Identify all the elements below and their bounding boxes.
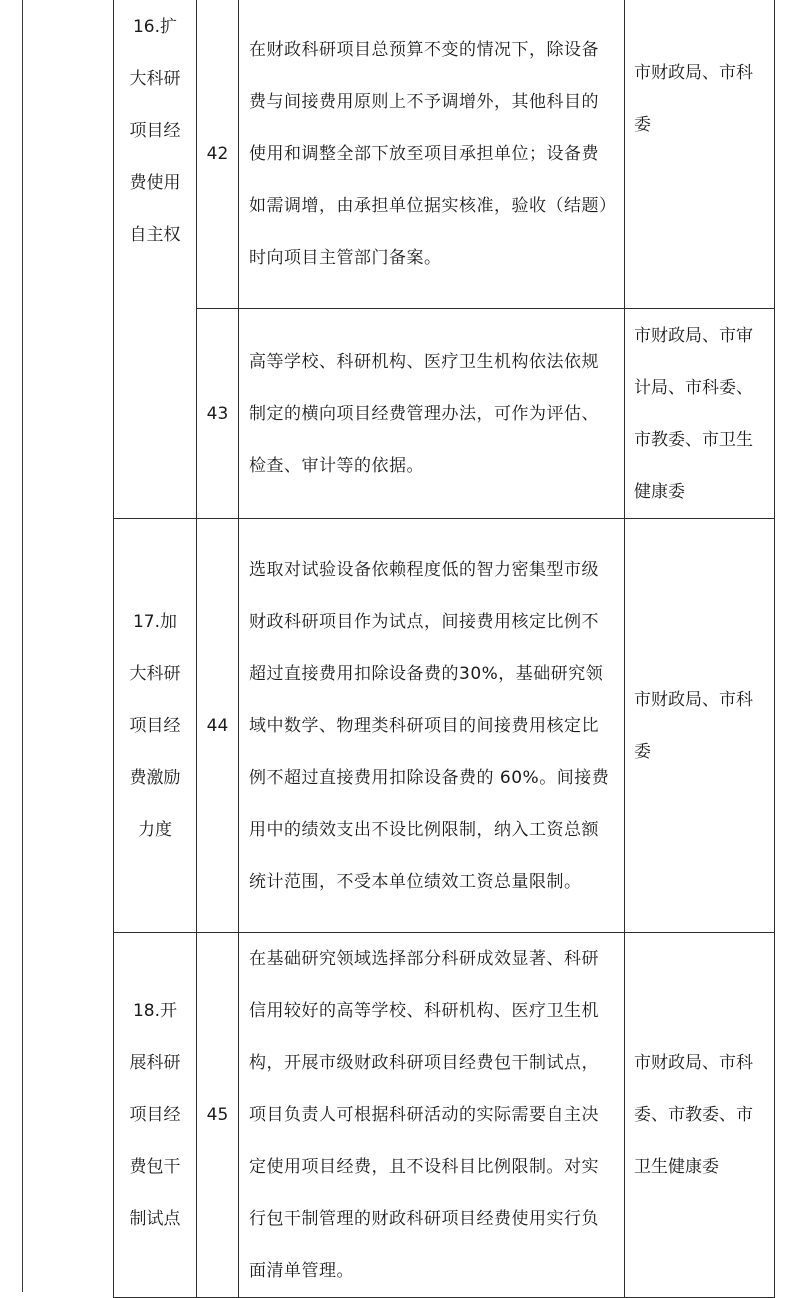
table-row xyxy=(114,519,775,933)
department-text: 市财政局、市科委 xyxy=(634,63,753,135)
table-row xyxy=(114,309,775,519)
department-text: 市财政局、市科委、市教委、市卫生健康委 xyxy=(634,1053,753,1177)
content-cell xyxy=(239,933,625,1298)
table-row xyxy=(114,933,775,1298)
content-cell xyxy=(239,0,625,309)
content-cell xyxy=(239,519,625,933)
item-number: 44 xyxy=(197,519,239,933)
measure-cell xyxy=(114,519,197,933)
department-cell xyxy=(625,0,775,309)
content-cell xyxy=(239,309,625,519)
table-row xyxy=(114,0,775,309)
item-number: 43 xyxy=(197,309,239,519)
content-text: 在财政科研项目总预算不变的情况下，除设备费与间接费用原则上不予调增外，其他科目的使用和调整全部下放至项目承担单位；设备费如需调增，由承担单位据实核准，验收（结题）时向项目主管部门备案。 xyxy=(249,39,608,268)
department-cell xyxy=(625,519,775,933)
department-text: 市财政局、市审计局、市科委、市教委、市卫生健康委 xyxy=(634,325,753,502)
page-left-rule xyxy=(22,0,23,1292)
measure-title: 18.开展科研项目经费包干制试点 xyxy=(129,1001,181,1229)
department-cell xyxy=(625,933,775,1298)
measure-cell xyxy=(114,933,197,1298)
item-number: 42 xyxy=(197,0,239,309)
measure-title: 17.加大科研项目经费激励力度 xyxy=(129,611,181,840)
content-text: 高等学校、科研机构、医疗卫生机构依法依规制定的横向项目经费管理办法，可作为评估、检查、审计等的依据。 xyxy=(249,351,599,476)
policy-measures-table xyxy=(113,0,775,1298)
measure-cell xyxy=(114,0,197,519)
measure-title: 16.扩大科研项目经费使用自主权 xyxy=(129,17,181,245)
content-text: 选取对试验设备依赖程度低的智力密集型市级财政科研项目作为试点，间接费用核定比例不超过直接费用扣除设备费的30%，基础研究领域中数学、物理类科研项目的间接费用核定比例不超过直接费用扣除设备费的 60%。间接费用中的绩效支出不设比例限制，纳入工资总额统计范围，不受本单位绩效工资总量限制。 xyxy=(249,559,610,892)
content-text: 在基础研究领域选择部分科研成效显著、科研信用较好的高等学校、科研机构、医疗卫生机构，开展市级财政科研项目经费包干制试点，项目负责人可根据科研活动的实际需要自主决定使用项目经费，且不设科目比例限制。对实行包干制管理的财政科研项目经费使用实行负面清单管理。 xyxy=(249,949,599,1281)
department-text: 市财政局、市科委 xyxy=(634,689,753,762)
department-cell xyxy=(625,309,775,519)
item-number: 45 xyxy=(197,933,239,1298)
